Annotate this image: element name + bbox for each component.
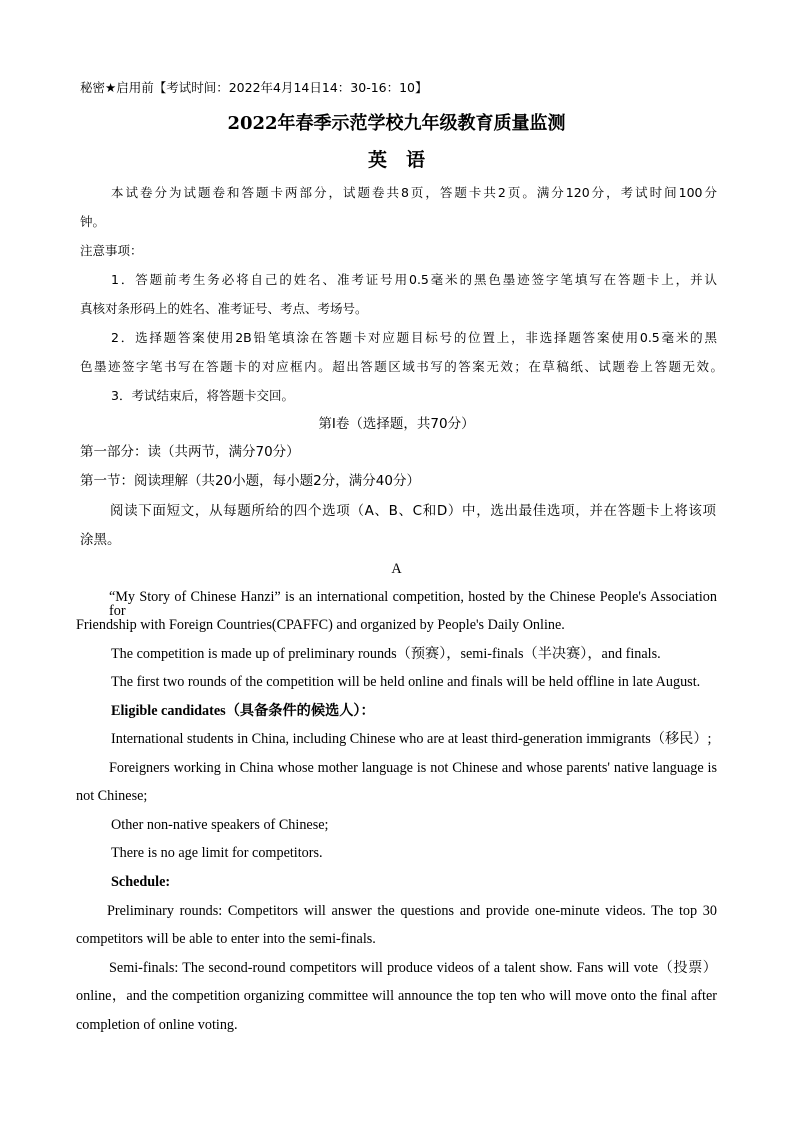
instructions-line-1: 阅读下面短文，从每题所给的四个选项（A、B、C和D）中，选出最佳选项，并在答题卡上将该项 bbox=[110, 503, 716, 519]
exam-title: 2022年春季示范学校九年级教育质量监测 bbox=[227, 113, 566, 134]
passage-p2: The competition is made up of preliminary rounds（预赛），semi-finals（半决赛），and finals. bbox=[111, 646, 661, 662]
passage-p3: The first two rounds of the competition will be held online and finals will be held offline in late August. bbox=[111, 674, 701, 690]
schedule-2-line-2: online，and the competition organizing committee will announce the top ten who will move onto the final after bbox=[76, 988, 717, 1004]
notice-2-line-1: 2．选择题答案使用2B铅笔填涂在答题卡对应题目标号的位置上，非选择题答案使用0.5毫米的黑 bbox=[111, 330, 717, 345]
eligible-item-1: International students in China, including Chinese who are at least third-generation immigrants（移民）; bbox=[111, 731, 712, 747]
eligible-item-2-line-1: Foreigners working in China whose mother language is not Chinese and whose parents' native language is bbox=[109, 760, 717, 776]
schedule-heading: Schedule: bbox=[111, 874, 171, 890]
intro-line-1: 本试卷分为试题卷和答题卡两部分，试题卷共8页，答题卡共2页。满分120分，考试时间100分 bbox=[111, 185, 717, 200]
passage-p1-line-2: Friendship with Foreign Countries(CPAFFC) and organized by People's Daily Online. bbox=[76, 617, 565, 633]
notice-1-line-2: 真核对条形码上的姓名、准考证号、考点、考场号。 bbox=[80, 301, 368, 316]
schedule-1-line-2: competitors will be able to enter into the semi-finals. bbox=[76, 931, 376, 947]
notice-1-line-1: 1．答题前考生务必将自己的姓名、准考证号用0.5毫米的黑色墨迹签字笔填写在答题卡上，并认 bbox=[111, 272, 717, 287]
notice-title: 注意事项： bbox=[80, 243, 143, 258]
intro-line-2: 钟。 bbox=[80, 214, 106, 229]
notice-2-line-2: 色墨迹签字笔书写在答题卡的对应框内。超出答题区域书写的答案无效；在草稿纸、试题卷上答题无效。 bbox=[80, 359, 723, 374]
eligible-item-2-line-2: not Chinese; bbox=[76, 788, 148, 804]
eligible-item-3: Other non-native speakers of Chinese; bbox=[111, 817, 329, 833]
section-1-heading: 第一节：阅读理解（共20小题，每小题2分，满分40分） bbox=[80, 473, 420, 489]
part-1-heading: 第一部分：读（共两节，满分70分） bbox=[80, 444, 300, 460]
schedule-2-line-3: completion of online voting. bbox=[76, 1017, 238, 1033]
schedule-1-line-1: Preliminary rounds: Competitors will answer the questions and provide one-minute videos. The top 30 bbox=[107, 903, 717, 919]
instructions-line-2: 涂黑。 bbox=[80, 532, 121, 548]
subject-title: 英 语 bbox=[367, 149, 425, 171]
notice-3: 3．考试结束后，将答题卡交回。 bbox=[111, 388, 294, 403]
eligible-heading: Eligible candidates（具备条件的候选人）： bbox=[111, 703, 375, 719]
volume-heading: 第I卷（选择题，共70分） bbox=[318, 416, 475, 432]
eligible-item-4: There is no age limit for competitors. bbox=[111, 845, 323, 861]
passage-p1-line-1: “My Story of Chinese Hanzi” is an international competition, hosted by the Chinese People's Association for bbox=[109, 589, 717, 620]
schedule-2-line-1: Semi-finals: The second-round competitors will produce videos of a talent show. Fans will vote（投票） bbox=[109, 960, 717, 976]
confidential-time-line: 秘密★启用前【考试时间：2022年4月14日14：30-16：10】 bbox=[80, 80, 428, 95]
passage-label: A bbox=[391, 561, 402, 577]
